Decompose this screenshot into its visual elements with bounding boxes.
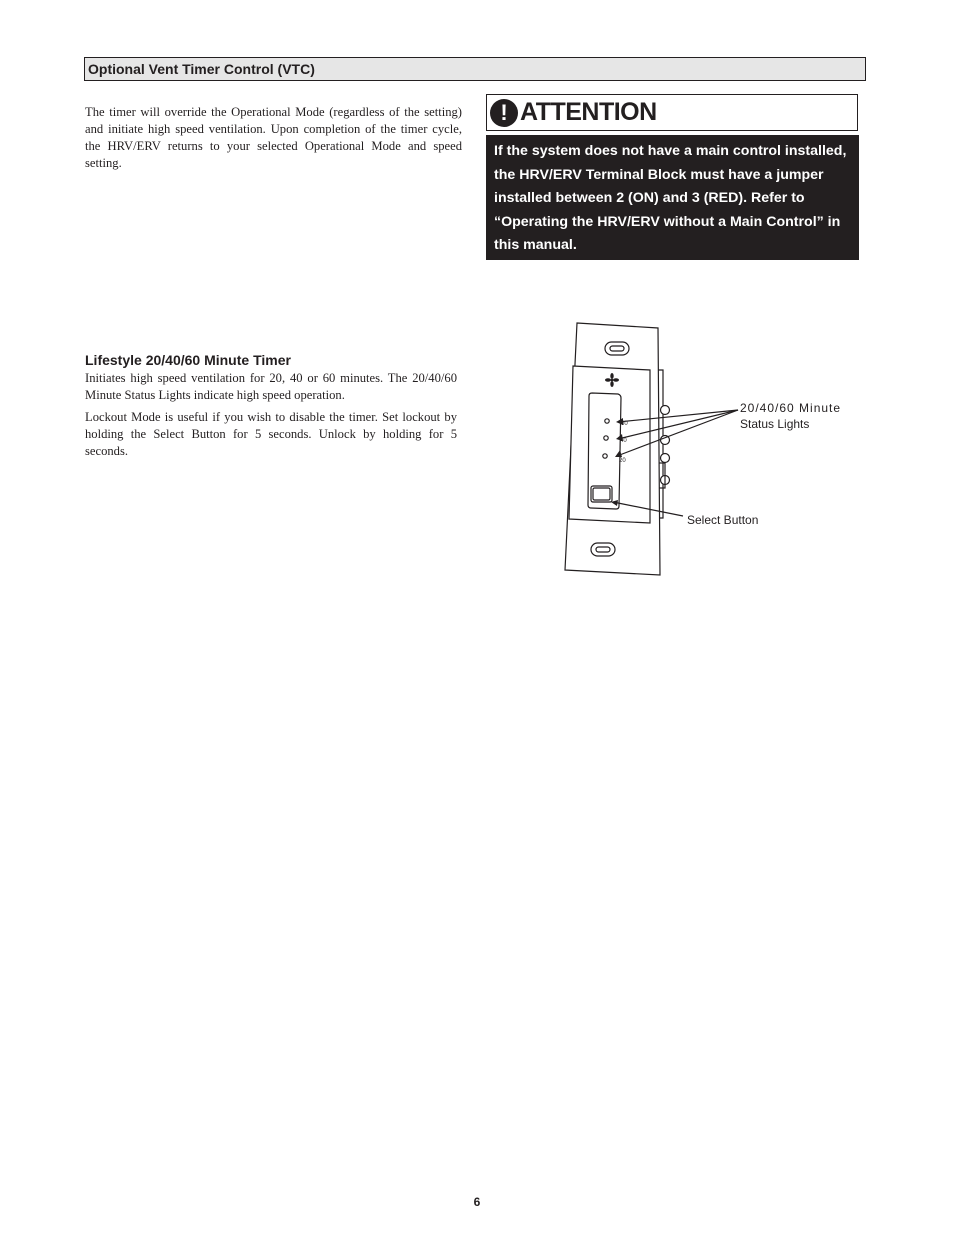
callout-status-lights-line2: Status Lights	[740, 417, 810, 431]
exclamation-icon: !	[490, 99, 518, 127]
led-label-20: 20	[619, 458, 626, 464]
page-number: 6	[473, 1195, 481, 1209]
intro-paragraph: The timer will override the Operational Mode (regardless of the setting) and initiate high speed ventilation. Upon completion of the timer cycle, the HRV/ERV returns to your selected Operational Mode and speed setting.	[85, 105, 462, 170]
led-label-60: 60	[621, 421, 628, 427]
terminal-screw	[661, 454, 670, 463]
callout-status-lights-line1: 20/40/60 Minute	[740, 401, 842, 415]
attention-body: If the system does not have a main control installed, the HRV/ERV Terminal Block must have a jumper installed between 2 (ON) and 3 (RED). Refer to “Operating the HRV/ERV without a Main Control” in this manual.	[486, 135, 859, 260]
led-label-40: 40	[620, 438, 627, 444]
attention-title-box	[486, 94, 858, 131]
callout-status-lights	[740, 400, 841, 432]
vent-timer-diagram	[555, 318, 875, 580]
section-header: Optional Vent Timer Control (VTC)	[84, 57, 866, 81]
terminal-screw	[661, 406, 670, 415]
timer-paragraph-2: Lockout Mode is useful if you wish to disable the timer. Set lockout by holding the Select Button for 5 seconds. Unlock by holding for 5 seconds.	[85, 410, 457, 458]
callout-select-button: Select Button	[687, 513, 759, 527]
attention-title: ATTENTION	[520, 98, 657, 126]
timer-paragraph-1: Initiates high speed ventilation for 20, 40 or 60 minutes. The 20/40/60 Minute Status Lights indicate high speed operation.	[85, 371, 457, 402]
timer-heading: Lifestyle 20/40/60 Minute Timer	[85, 352, 291, 368]
